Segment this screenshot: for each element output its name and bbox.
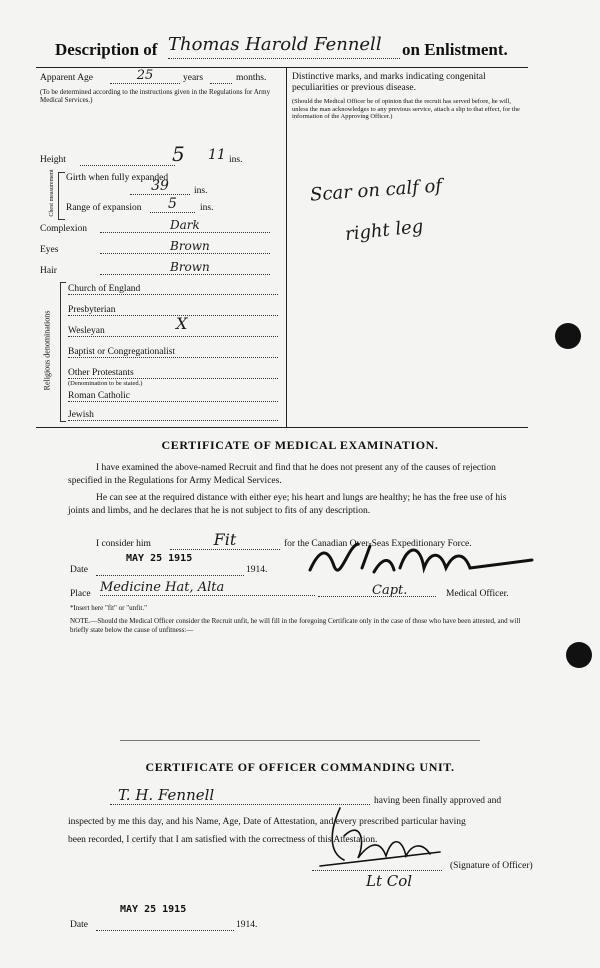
hair-label: Hair [40,266,57,276]
insert-note: *Insert here "fit" or "unfit." [70,604,147,612]
consider-prefix: I consider him [96,539,151,549]
height-inches: 11 [208,147,226,163]
age-value: 25 [110,68,180,84]
medical-date-label: Date [70,565,88,575]
months-blank [210,83,232,84]
religion-brace [60,282,66,422]
religion-church-of-england: Church of England [68,284,278,295]
commanding-signature-line [312,870,442,871]
marks-handwriting-2: right leg [344,215,425,246]
commanding-date-stamp: MAY 25 1915 [120,904,187,915]
recruit-name: Thomas Harold Fennell [168,34,400,59]
medical-paragraph-2: He can see at the required distance with either eye; his heart and lungs are healthy; he has the free use of his joints and limbs, and he declares that he is not subject to fits of any description. [68,493,507,516]
range-label: Range of expansion [66,203,142,213]
medical-paragraph-1: I have examined the above-named Recruit and find that he does not present any of the causes of rejection specified in the Regulations for Army Medical Services. [68,463,496,486]
eyes-value: Brown [100,239,270,254]
medical-heading: CERTIFICATE OF MEDICAL EXAMINATION. [161,438,439,452]
marks-note: (Should the Medical Officer be of opinion that the recruit has served before, he will, unless the man acknowledges to any previous service, attach a slip to that effect, for the information of the Approving Officer.) [292,98,520,120]
religion-wesleyan: Wesleyan [68,326,278,337]
column-divider [286,67,287,427]
title-left: Description of [55,40,158,59]
chest-group-label: Chest measurement [49,169,55,217]
commanding-officer-rank: Lt Col [366,872,413,890]
height-label: Height [40,155,66,165]
religion-group [37,282,59,422]
complexion-label: Complexion [40,224,87,234]
age-label: Apparent Age [40,73,94,83]
form-bottom-rule [36,427,528,428]
commanding-officer-signature [300,800,450,875]
medical-officer-label: Medical Officer. [446,589,509,599]
height-unit: ins. [229,155,243,165]
religion-denomination-note: (Denomination to be stated.) [68,380,143,387]
age-months: months. [236,73,267,83]
commanding-date-label: Date [70,920,88,930]
commanding-line-1: having been finally approved and [374,796,502,806]
girth-value: 39 [130,178,190,195]
section-rule [120,740,480,741]
religion-mark: X [176,314,188,333]
medical-date-stamp: MAY 25 1915 [126,553,193,564]
punch-hole-bottom [566,642,592,668]
religion-jewish: Jewish [68,410,278,421]
medical-note: NOTE.—Should the Medical Officer consider the Recruit unfit, he will fill in the foregoing Certificate only in the case of those who have been attested, and will briefly state below the cause of unfitness:— [70,617,521,634]
chest-brace [58,172,65,220]
place-label: Place [70,589,91,599]
commanding-name: T. H. Fennell [110,786,370,805]
eyes-label: Eyes [40,245,59,255]
girth-label: Girth when fully expanded [66,173,169,183]
religion-roman-catholic: Roman Catholic [68,391,278,402]
hair-value: Brown [100,260,270,275]
consider-suffix: for the Canadian Over-Seas Expeditionary Force. [284,539,472,549]
medical-officer-signature [300,538,550,588]
marks-handwriting-1: Scar on calf of [309,175,443,206]
place-value: Medicine Hat, Alta [100,580,315,596]
range-value: 5 [150,196,195,213]
height-dots [80,165,175,166]
religion-group-label: Religious denominations [42,310,52,391]
commanding-signature-label: (Signature of Officer) [450,861,533,871]
medical-officer-rank: Capt. [372,583,408,598]
commanding-line-3: been recorded, I certify that I am satisfied with the correctness of this Attestation. [68,835,378,845]
commanding-line-2: inspected by me this day, and his Name, Age, Date of Attestation, and every prescribed particular having [68,817,466,827]
medical-date-year: 1914. [246,565,268,575]
age-note: (To be determined according to the instructions given in the Regulations for Army Medical Services.) [40,88,271,104]
medical-date-dots [96,575,244,576]
commanding-heading: CERTIFICATE OF OFFICER COMMANDING UNIT. [145,760,455,774]
range-unit: ins. [200,203,214,213]
complexion-value: Dark [100,218,270,233]
religion-presbyterian: Presbyterian [68,305,278,316]
height-feet: 5 [172,142,185,166]
girth-unit: ins. [194,186,208,196]
marks-label: Distinctive marks, and marks indicating congenital peculiarities or previous disease. [292,72,486,93]
consider-value: Fit [170,530,280,550]
punch-hole-top [555,323,581,349]
commanding-date-year: 1914. [236,920,258,930]
title-right: on Enlistment. [402,40,508,59]
age-years: years [183,73,204,83]
chest-group [37,169,57,218]
religion-baptist: Baptist or Congregationalist [68,347,278,358]
commanding-date-dots [96,930,234,931]
religion-other-protestants: Other Protestants [68,368,278,379]
